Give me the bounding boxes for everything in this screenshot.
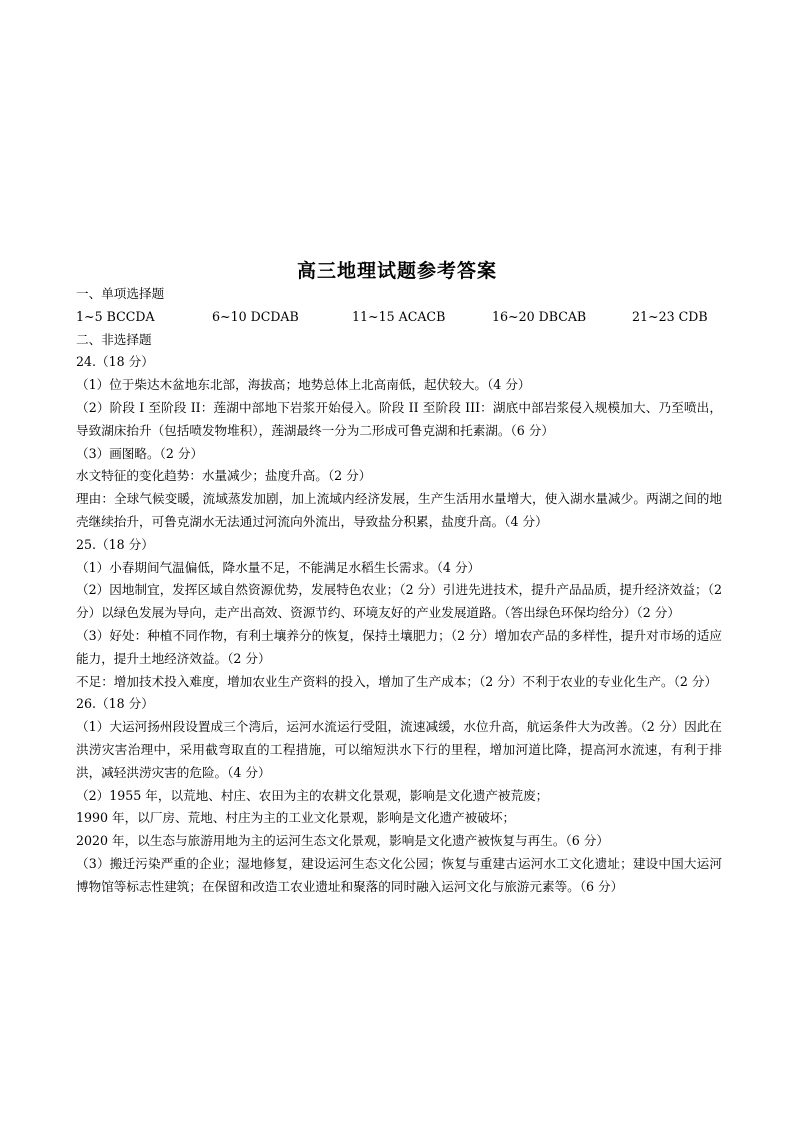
section-heading-multiple-choice: 一、单项选择题: [76, 286, 165, 301]
section-heading-non-choice: 二、非选择题: [76, 331, 152, 347]
q26-answer-3: （3）搬迁污染严重的企业；湿地修复，建设运河生态文化公园；恢复与重建古运河水工文化遗址；建设中国大运河博物馆等标志性建筑；在保留和改造工农业遗址和聚落的同时融入运河文化与旅游元素等。（6 分）: [76, 855, 722, 894]
q24-header: 24.（18 分）: [76, 354, 154, 370]
q25-answer-3-drawbacks: 不足：增加技术投入难度，增加农业生产资料的投入，增加了生产成本；（2 分）不利于农业的专业化生产。（2 分）: [76, 673, 718, 689]
mc-answer-6-10: 6~10 DCDAB: [212, 308, 299, 324]
mc-answer-1-5: 1~5 BCCDA: [76, 308, 155, 324]
q26-answer-2-1990: 1990 年，以厂房、荒地、村庄为主的工业文化景观，影响是文化遗产被破坏；: [76, 810, 516, 826]
multiple-choice-answers: [76, 306, 722, 329]
page-title: 高三地理试题参考答案: [296, 260, 497, 282]
q24-answer-3-trend: 水文特征的变化趋势：水量减少；盐度升高。（2 分）: [76, 468, 372, 484]
q26-header: 26.（18 分）: [76, 696, 154, 712]
q26-answer-1: （1）大运河扬州段设置成三个湾后，运河水流运行受阻，流速减缓，水位升高，航运条件大为改善。（2 分）因此在洪涝灾害治理中，采用截弯取直的工程措施，可以缩短洪水下行的里程，增加河道比降，提高河水流速，有利于排洪，减轻洪涝灾害的危险。（4 分）: [76, 719, 722, 780]
mc-answer-11-15: 11~15 ACACB: [352, 308, 446, 324]
q25-header: 25.（18 分）: [76, 536, 154, 552]
q25-answer-3-benefits: （3）好处：种植不同作物，有利土壤养分的恢复，保持土壤肥力；（2 分）增加农产品的多样性，提升对市场的适应能力，提升土地经济效益。（2 分）: [76, 627, 722, 666]
q24-answer-3: （3）画图略。（2 分）: [76, 445, 204, 461]
mc-answer-16-20: 16~20 DBCAB: [492, 308, 587, 324]
q24-answer-1: （1）位于柴达木盆地东北部，海拔高；地势总体上北高南低，起伏较大。（4 分）: [76, 377, 531, 393]
q24-answer-3-reason: 理由：全球气候变暖，流域蒸发加剧，加上流域内经济发展，生产生活用水量增大，使入湖水量减少。两湖之间的地壳继续抬升，可鲁克湖水无法通过河流向外流出，导致盐分积累，盐度升高。（4 分）: [76, 491, 722, 529]
q26-answer-2-2020: 2020 年，以生态与旅游用地为主的运河生态文化景观，影响是文化遗产被恢复与再生。（6 分）: [76, 833, 609, 849]
q25-answer-1: （1）小春期间气温偏低，降水量不足，不能满足水稻生长需求。（4 分）: [76, 559, 481, 575]
q25-answer-2: （2）因地制宜，发挥区域自然资源优势，发展特色农业；（2 分）引进先进技术，提升产品品质，提升经济效益；（2 分）以绿色发展为导向，走产出高效、资源节约、环境友好的产业发展道路。（答出绿色环保均给分）（2 分）: [76, 582, 722, 621]
q24-answer-2: （2）阶段 I 至阶段 II：莲湖中部地下岩浆开始侵入。阶段 II 至阶段 III：湖底中部岩浆侵入规模加大、乃至喷出，导致湖床抬升（包括喷发物堆积），莲湖最终一分为二形成可鲁克湖和托素湖。（6 分）: [76, 399, 722, 438]
answer-content: [76, 283, 722, 899]
mc-answer-21-23: 21~23 CDB: [632, 308, 708, 324]
q26-answer-2-1955: （2）1955 年，以荒地、村庄、农田为主的农耕文化景观，影响是文化遗产被荒废；: [76, 787, 549, 803]
